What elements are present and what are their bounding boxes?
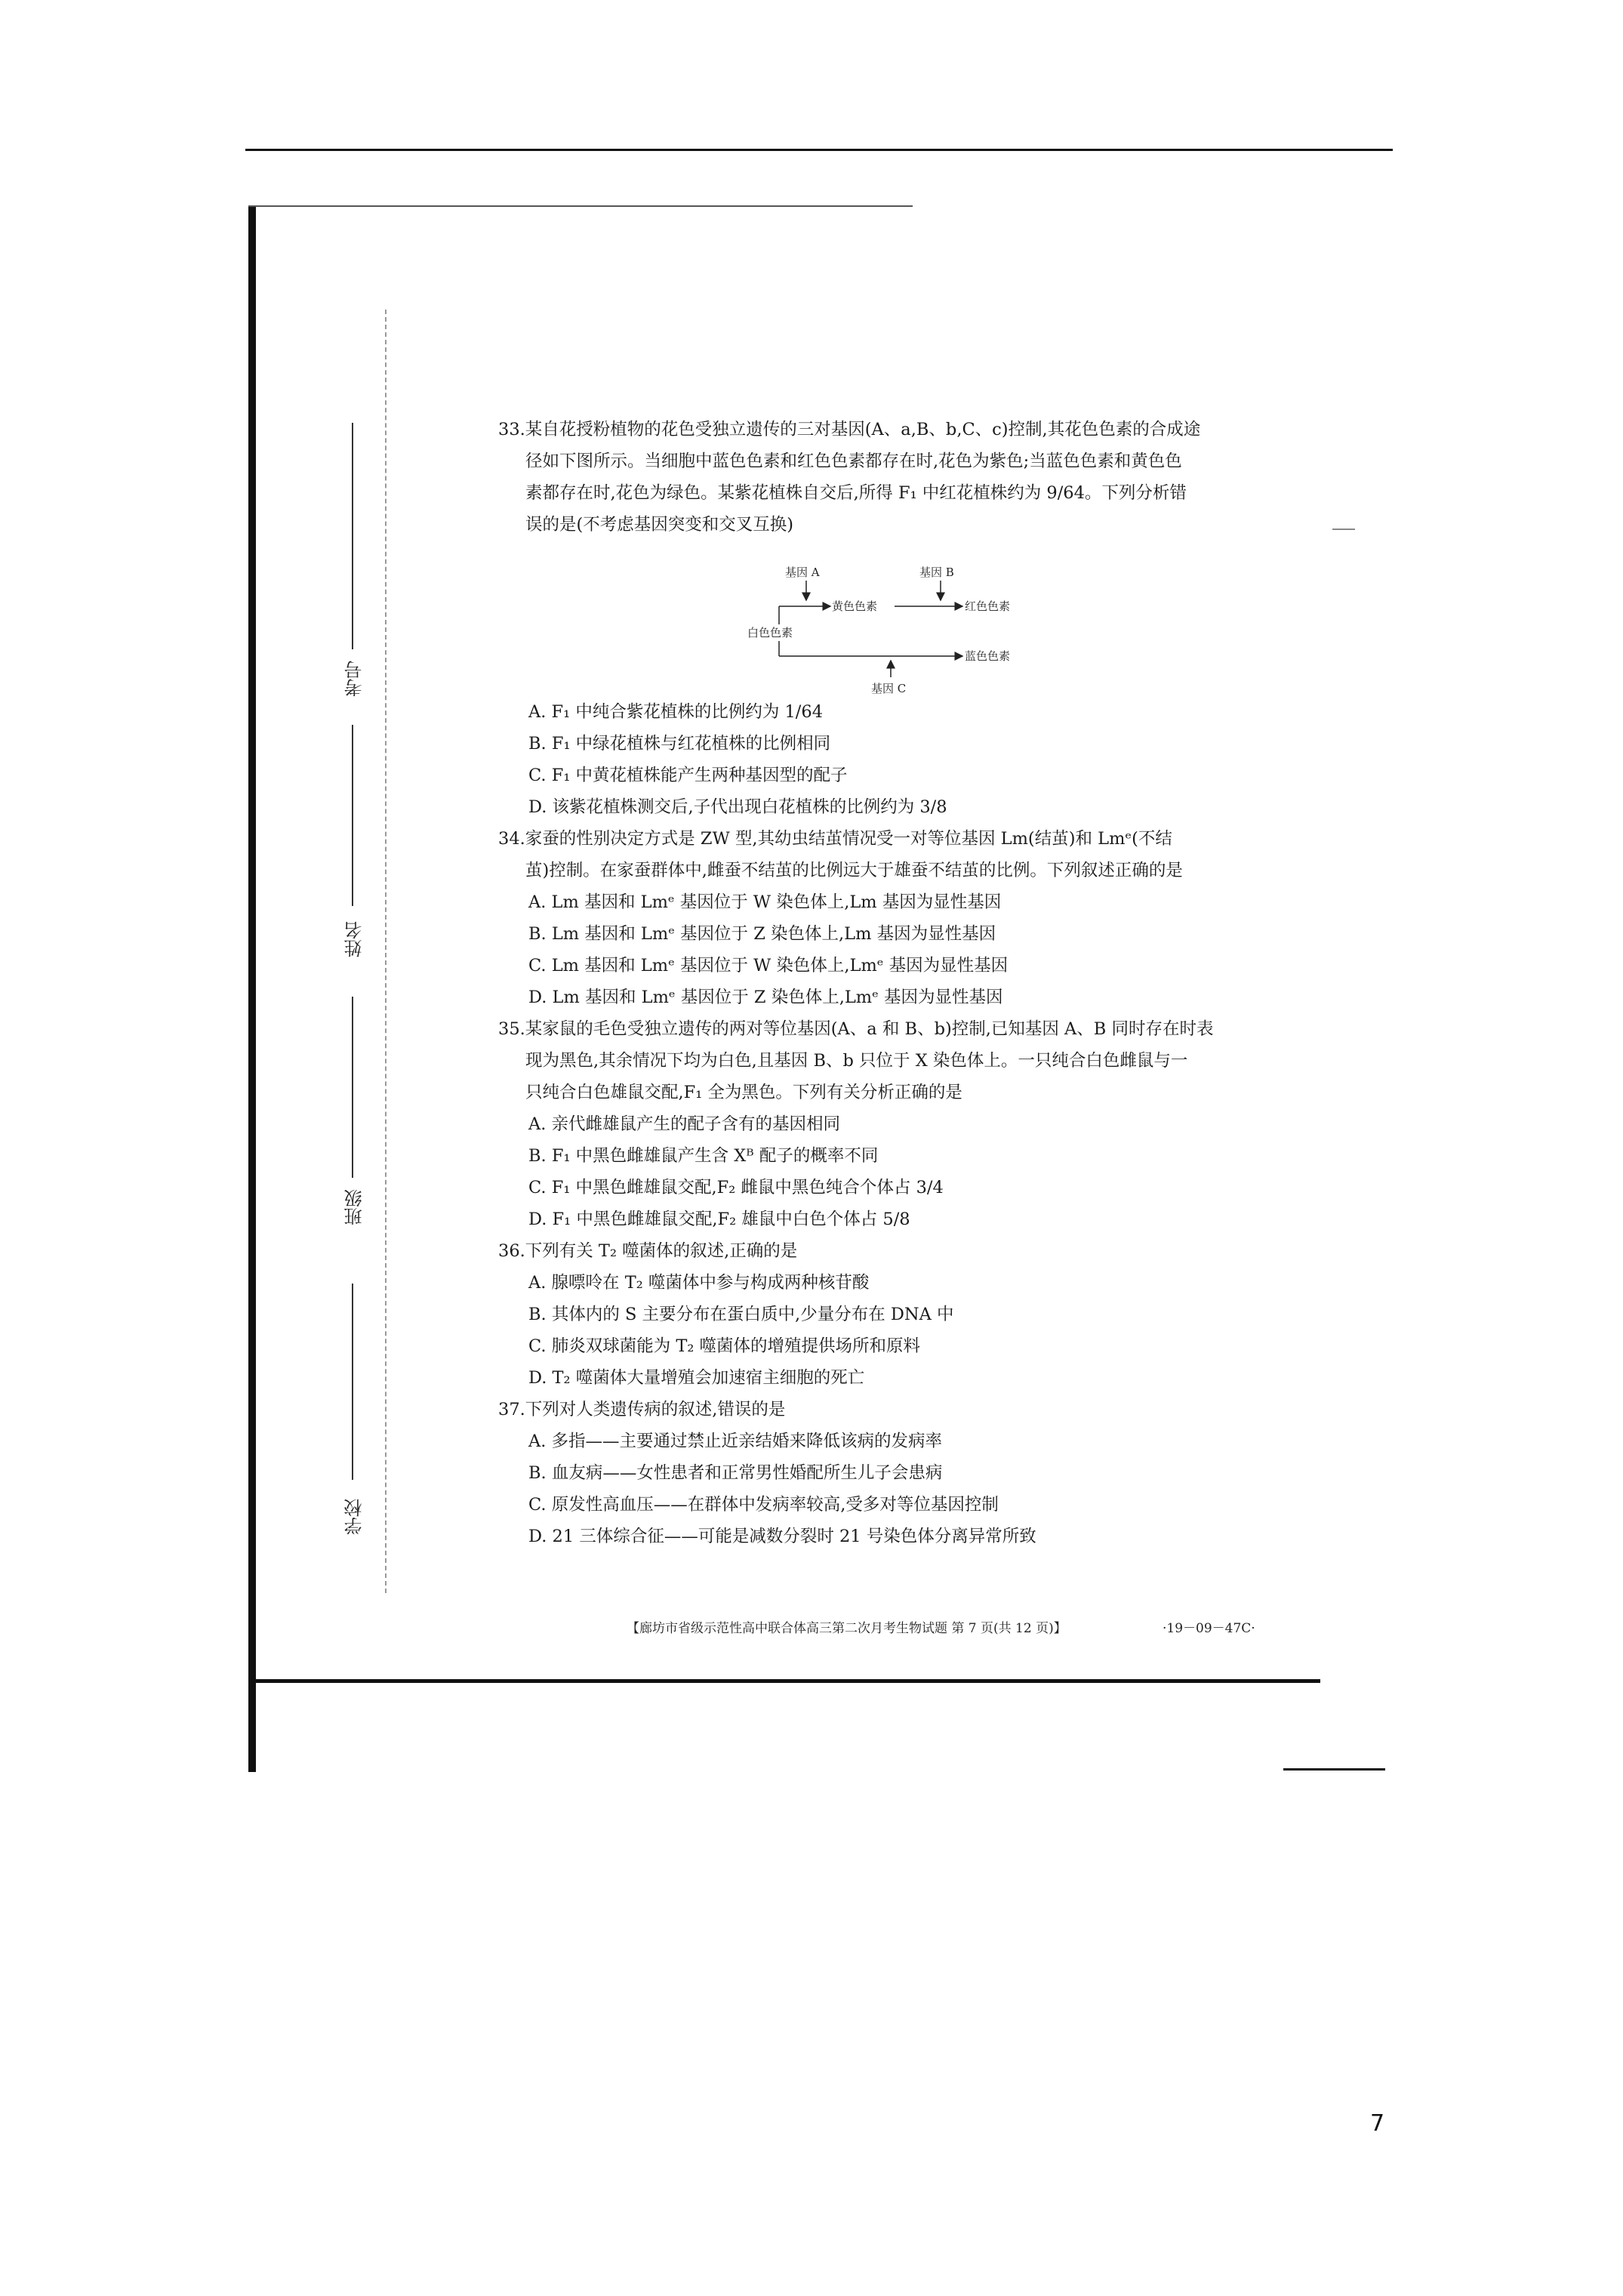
side-label-class: 班级 <box>344 1189 365 1225</box>
option-b: B. F₁ 中黑色雌雄鼠产生含 Xᴮ 配子的概率不同 <box>528 1146 879 1166</box>
option-d: D. 21 三体综合征——可能是减数分裂时 21 号染色体分离异常所致 <box>528 1527 1036 1546</box>
binding-fold-line <box>385 310 387 1593</box>
option-c: C. Lm 基因和 Lmᵉ 基因位于 W 染色体上,Lmᵉ 基因为显性基因 <box>528 956 1009 975</box>
red-pigment-label: 红色色素 <box>965 599 1011 613</box>
option-c: C. 肺炎双球菌能为 T₂ 噬菌体的增殖提供场所和原料 <box>528 1336 921 1356</box>
frame-top-line <box>248 205 913 207</box>
gene-a-label: 基因 A <box>785 566 820 579</box>
question-stem-line: 只纯合白色雄鼠交配,F₁ 全为黑色。下列有关分析正确的是 <box>525 1083 962 1102</box>
side-label-name: 姓名 <box>344 921 365 957</box>
option-d: D. 该紫花植株测交后,子代出现白花植株的比例约为 3/8 <box>528 797 947 817</box>
question-stem-line: 33.某自花授粉植物的花色受独立遗传的三对基因(A、a,B、b,C、c)控制,其花色色素的合成途 <box>498 420 1201 439</box>
side-label-school: 学校 <box>344 1499 365 1535</box>
exam-footer-code: ·19－09－47C· <box>1163 1621 1255 1636</box>
option-b: B. 血友病——女性患者和正常男性婚配所生儿子会患病 <box>528 1463 943 1483</box>
pigment-pathway-diagram <box>747 562 1064 698</box>
question-33-options <box>498 696 1291 823</box>
frame-bottom-bar <box>248 1679 1320 1683</box>
top-rule <box>245 149 1393 151</box>
question-stem-line: 37.下列对人类遗传病的叙述,错误的是 <box>498 1400 786 1419</box>
blue-pigment-label: 蓝色色素 <box>965 649 1011 663</box>
option-d: D. T₂ 噬菌体大量增殖会加速宿主细胞的死亡 <box>528 1368 865 1388</box>
side-label-exam-no: 考号 <box>344 661 365 697</box>
question-stem-line: 径如下图所示。当细胞中蓝色色素和红色色素都存在时,花色为紫色;当蓝色色素和黄色色 <box>525 451 1182 471</box>
option-a: A. 多指——主要通过禁止近亲结婚来降低该病的发病率 <box>528 1432 943 1451</box>
question-35 <box>498 1013 1291 1235</box>
exam-footer-title: 【廊坊市省级示范性高中联合体高三第二次月考生物试题 第 7 页(共 12 页)】 <box>627 1621 1067 1636</box>
option-a: A. 腺嘌呤在 T₂ 噬菌体中参与构成两种核苷酸 <box>528 1273 870 1293</box>
frame-bottom-right-line <box>1283 1768 1385 1771</box>
gene-b-label: 基因 B <box>919 566 954 579</box>
question-stem-line: 现为黑色,其余情况下均为白色,且基因 B、b 只位于 X 染色体上。一只纯合白色雌鼠与一 <box>525 1051 1188 1071</box>
page-number: 7 <box>1370 2110 1385 2137</box>
side-line-name <box>352 725 353 906</box>
option-a: A. 亲代雌雄鼠产生的配子含有的基因相同 <box>528 1114 841 1134</box>
frame-left-bar <box>248 205 256 1772</box>
margin-mark <box>1332 529 1355 530</box>
option-c: C. F₁ 中黄花植株能产生两种基因型的配子 <box>528 766 848 785</box>
option-c: C. 原发性高血压——在群体中发病率较高,受多对等位基因控制 <box>528 1495 999 1515</box>
question-stem-line: 误的是(不考虑基因突变和交叉互换) <box>525 515 794 535</box>
question-stem-line: 36.下列有关 T₂ 噬菌体的叙述,正确的是 <box>498 1241 798 1261</box>
question-stem-line: 35.某家鼠的毛色受独立遗传的两对等位基因(A、a 和 B、b)控制,已知基因 A、B 同时存在时表 <box>498 1019 1214 1039</box>
question-stem-line: 素都存在时,花色为绿色。某紫花植株自交后,所得 F₁ 中红花植株约为 9/64。下列分析错 <box>525 483 1187 503</box>
question-34 <box>498 823 1291 1013</box>
question-37 <box>498 1394 1291 1552</box>
question-stem-line: 茧)控制。在家蚕群体中,雌蚕不结茧的比例远大于雄蚕不结茧的比例。下列叙述正确的是 <box>525 861 1183 880</box>
side-line-class <box>352 997 353 1178</box>
question-33 <box>498 414 1291 541</box>
option-a: A. F₁ 中纯合紫花植株的比例约为 1/64 <box>528 702 824 722</box>
option-d: D. F₁ 中黑色雌雄鼠交配,F₂ 雄鼠中白色个体占 5/8 <box>528 1210 910 1229</box>
option-a: A. Lm 基因和 Lmᵉ 基因位于 W 染色体上,Lm 基因为显性基因 <box>528 892 1002 912</box>
white-pigment-label: 白色色素 <box>747 626 793 639</box>
option-c: C. F₁ 中黑色雌雄鼠交配,F₂ 雌鼠中黑色纯合个体占 3/4 <box>528 1178 944 1197</box>
option-d: D. Lm 基因和 Lmᵉ 基因位于 Z 染色体上,Lmᵉ 基因为显性基因 <box>528 988 1003 1007</box>
question-36 <box>498 1235 1291 1394</box>
side-line-exam-no <box>352 423 353 649</box>
question-stem-line: 34.家蚕的性别决定方式是 ZW 型,其幼虫结茧情况受一对等位基因 Lm(结茧)和 Lmᵉ(不结 <box>498 829 1172 849</box>
option-b: B. 其体内的 S 主要分布在蛋白质中,少量分布在 DNA 中 <box>528 1305 954 1324</box>
yellow-pigment-label: 黄色色素 <box>832 599 878 613</box>
option-b: B. Lm 基因和 Lmᵉ 基因位于 Z 染色体上,Lm 基因为显性基因 <box>528 924 996 944</box>
option-b: B. F₁ 中绿花植株与红花植株的比例相同 <box>528 734 831 754</box>
pathway-svg <box>747 562 1064 698</box>
side-line-school <box>352 1284 353 1480</box>
gene-c-label: 基因 C <box>871 682 907 695</box>
